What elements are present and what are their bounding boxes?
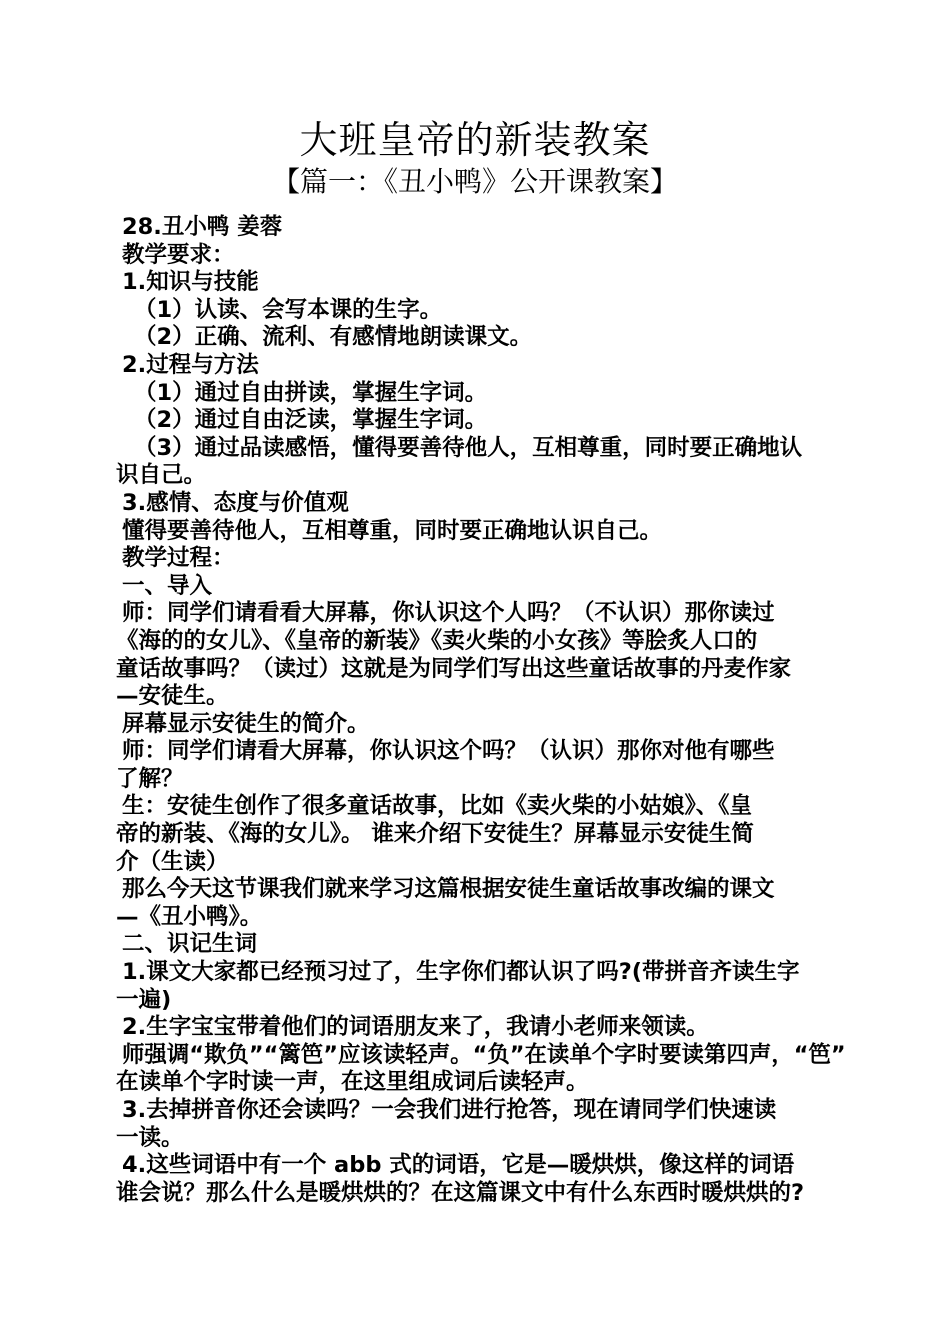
text-line: 了解？ xyxy=(116,765,184,792)
text-line: 《海的的女儿》、《皇帝的新装》《卖火柴的小女孩》等脍炙人口的 xyxy=(116,627,758,654)
text-line: —《丑小鸭》。 xyxy=(116,903,263,930)
text-line: 在读单个字时读一声，在这里组成词后读轻声。 xyxy=(116,1069,589,1096)
text-line: —安徒生。 xyxy=(116,683,229,710)
text-line: 3.去掉拼音你还会读吗？一会我们进行抢答，现在请同学们快速读 xyxy=(122,1097,777,1123)
text-line: 4.这些词语中有一个 abb 式的词语，它是—暖烘烘，像这样的词语 xyxy=(122,1152,795,1179)
text-line: （1）通过自由拼读，掌握生字词。 xyxy=(134,379,488,406)
text-line: 那么今天这节课我们就来学习这篇根据安徒生童话故事改编的课文 xyxy=(122,876,775,903)
text-line: 2.过程与方法 xyxy=(122,351,259,378)
text-line: 一读。 xyxy=(116,1124,184,1151)
document-body xyxy=(116,214,846,1207)
text-line: 介（生读） xyxy=(116,848,229,875)
text-line: 3.感情、态度与价值观 xyxy=(122,489,349,516)
text-line: 1.知识与技能 xyxy=(122,269,259,296)
text-line: 生：安徒生创作了很多童话故事，比如《卖火柴的小姑娘》、《皇 xyxy=(122,793,753,820)
text-line: 1.课文大家都已经预习过了，生字你们都认识了吗?(带拼音齐读生字 xyxy=(122,959,800,986)
text-line: （2）正确、流利、有感情地朗读课文。 xyxy=(134,324,533,351)
text-line: 2.生字宝宝带着他们的词语朋友来了，我请小老师来领读。 xyxy=(122,1014,709,1041)
text-line: 谁会说？那么什么是暖烘烘的？在这篇课文中有什么东西时暖烘烘的? xyxy=(116,1179,805,1206)
text-line: （2）通过自由泛读，掌握生字词。 xyxy=(134,407,488,434)
text-line: （1）认读、会写本课的生字。 xyxy=(134,296,443,323)
text-line: 28.丑小鸭 姜蓉 xyxy=(122,214,283,240)
document-subtitle: 【篇一：《丑小鸭》公开课教案】 xyxy=(271,165,678,198)
text-line: （3）通过品读感悟，懂得要善待他人，互相尊重，同时要正确地认 xyxy=(134,434,803,461)
text-line: 识自己。 xyxy=(116,462,207,489)
text-line: 屏幕显示安徒生的简介。 xyxy=(122,710,370,737)
document-title: 大班皇帝的新装教案 xyxy=(299,118,651,162)
text-line: 教学过程： xyxy=(122,545,235,572)
text-line: 二、识记生词 xyxy=(122,931,258,958)
text-line: 教学要求： xyxy=(122,241,235,268)
text-line: 帝的新装、《海的女儿》。 谁来介绍下安徒生？屏幕显示安徒生简 xyxy=(116,821,754,848)
text-line: 一、导入 xyxy=(122,572,213,599)
text-line: 师：同学们请看看大屏幕，你认识这个人吗？（不认识）那你读过 xyxy=(122,600,775,627)
text-line: 懂得要善待他人，互相尊重，同时要正确地认识自己。 xyxy=(122,517,663,544)
text-line: 师：同学们请看大屏幕，你认识这个吗？（认识）那你对他有哪些 xyxy=(122,738,775,765)
text-line: 师强调“欺负”“篱笆”应该读轻声。“负”在读单个字时要读第四声，“笆” xyxy=(121,1041,846,1068)
text-line: 童话故事吗？（读过）这就是为同学们写出这些童话故事的丹麦作家 xyxy=(116,655,792,682)
text-line: 一遍) xyxy=(116,986,172,1013)
